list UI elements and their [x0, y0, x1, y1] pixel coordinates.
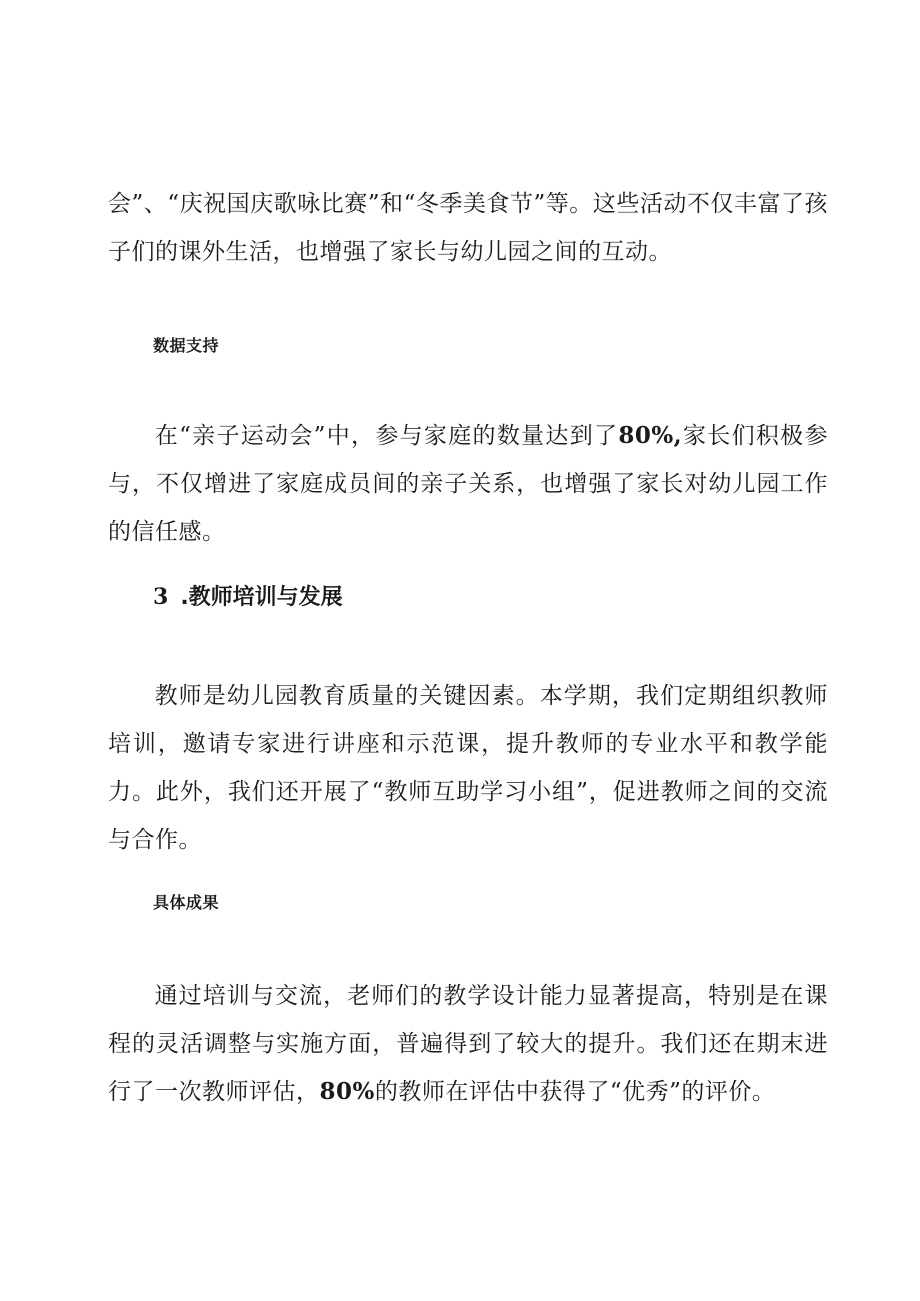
paragraph-text-start: 在“亲子运动会”中，参与家庭的数量达到了 — [154, 423, 619, 449]
paragraph-training-results — [108, 972, 828, 1116]
paragraph-text-start: 通过培训与交流，老师们的教学设计能力显著提高，特别是在课程的灵活调整与实施方面，普遍得到了较大的提升。我们还在期末进行了一次教师评估， — [108, 983, 828, 1105]
paragraph-activities-continued — [108, 180, 828, 276]
paragraph-text: 会”、“庆祝国庆歌咏比赛”和“冬季美食节”等。这些活动不仅丰富了孩子们的课外生活，也增强了家长与幼儿园之间的互动。 — [108, 191, 828, 265]
paragraph-teacher-training — [108, 672, 828, 864]
section-number: 3 — [153, 584, 169, 610]
paragraph-text: 教师是幼儿园教育质量的关键因素。本学期，我们定期组织教师培训，邀请专家进行讲座和示范课，提升教师的专业水平和教学能力。此外，我们还开展了“教师互助学习小组”，促进教师之间的交流与合作。 — [108, 683, 828, 853]
section-heading-teacher-training — [153, 580, 343, 611]
paragraph-text-end: 的教师在评估中获得了“优秀”的评价。 — [374, 1079, 776, 1105]
paragraph-parent-child-sports — [108, 412, 828, 556]
subheading-specific-results: 具体成果 — [153, 893, 220, 912]
section-title: .教师培训与发展 — [180, 585, 343, 610]
paragraph-text-end: 家长们积极参与，不仅增进了家庭成员间的亲子关系，也增强了家长对幼儿园工作的信任感。 — [108, 423, 828, 545]
participation-rate: 80%, — [618, 422, 683, 449]
excellent-rate: 80% — [319, 1078, 375, 1105]
subheading-data-support: 数据支持 — [153, 336, 220, 355]
